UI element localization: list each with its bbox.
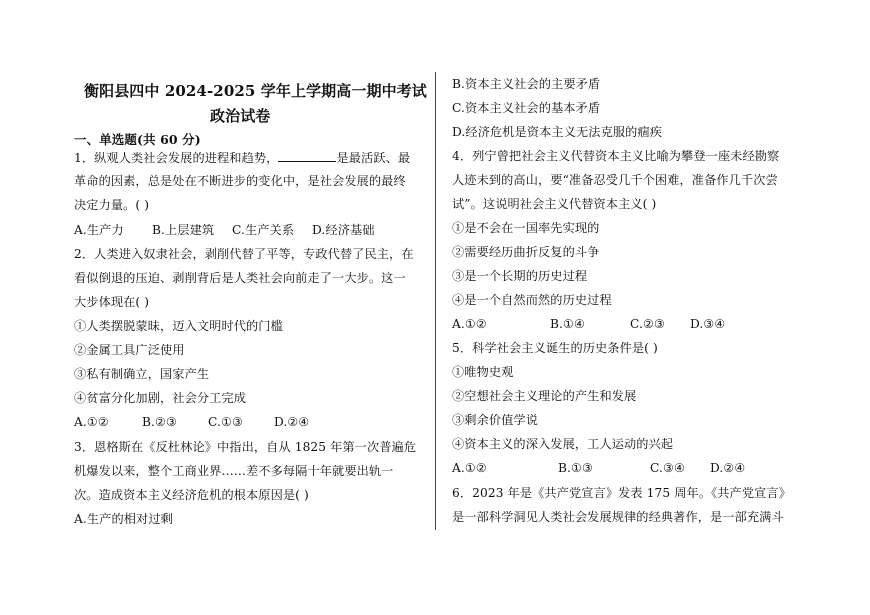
q3-line3: 次。造成资本主义经济危机的根本原因是( ) bbox=[74, 488, 309, 502]
q4-item-4: ④是一个自然而然的历史过程 bbox=[452, 293, 612, 307]
q4-line2: 人迹未到的高山，要“准备忍受几千个困难，准备作几千次尝 bbox=[452, 173, 778, 187]
q2-option-b[interactable]: B.②③ bbox=[142, 415, 178, 429]
q5-option-b[interactable]: B.①③ bbox=[558, 461, 594, 475]
q5-option-c[interactable]: C.③④ bbox=[650, 461, 686, 475]
q1-line1 bbox=[74, 150, 410, 165]
q3-option-c[interactable]: C.资本主义社会的基本矛盾 bbox=[452, 101, 601, 115]
q3-option-b[interactable]: B.资本主义社会的主要矛盾 bbox=[452, 77, 601, 91]
exam-title: 衡阳县四中 2024-2025 学年上学期高一期中考试 bbox=[84, 82, 427, 100]
section-heading: 一、单选题(共 60 分) bbox=[74, 132, 201, 147]
q2-option-d[interactable]: D.②④ bbox=[274, 415, 310, 429]
q2-option-a[interactable]: A.①② bbox=[74, 415, 109, 429]
q5-option-d[interactable]: D.②④ bbox=[710, 461, 746, 475]
q3-option-a[interactable]: A.生产的相对过剩 bbox=[74, 512, 173, 526]
q2-item-2: ②金属工具广泛使用 bbox=[74, 343, 185, 357]
q5-line1: 5．科学社会主义诞生的历史条件是( ) bbox=[452, 341, 658, 355]
q5-item-1: ①唯物史观 bbox=[452, 365, 514, 379]
q5-item-4: ④资本主义的深入发展，工人运动的兴起 bbox=[452, 437, 674, 451]
q1-option-a[interactable]: A.生产力 bbox=[74, 223, 124, 237]
q3-line2: 机爆发以来，整个工商业界……差不多每隔十年就要出轨一 bbox=[74, 464, 394, 478]
q2-option-c[interactable]: C.①③ bbox=[208, 415, 244, 429]
q2-options bbox=[74, 415, 309, 429]
q4-item-3: ③是一个长期的历史过程 bbox=[452, 269, 588, 283]
q3-option-d[interactable]: D.经济危机是资本主义无法克服的痼疾 bbox=[452, 125, 663, 139]
q2-line3: 大步体现在( ) bbox=[74, 295, 150, 309]
column-divider bbox=[435, 72, 436, 530]
q5-item-2: ②空想社会主义理论的产生和发展 bbox=[452, 389, 637, 403]
q5-option-a[interactable]: A.①② bbox=[452, 461, 487, 475]
q4-option-d[interactable]: D.③④ bbox=[690, 317, 726, 331]
q1-options bbox=[74, 223, 375, 237]
q1-line2: 革命的因素，总是处在不断进步的变化中，是社会发展的最终 bbox=[74, 174, 406, 188]
q2-item-1: ①人类摆脱蒙昧，迈入文明时代的门槛 bbox=[74, 319, 283, 333]
q4-options bbox=[452, 317, 725, 331]
q6-line2: 是一部科学洞见人类社会发展规律的经典著作，是一部充满斗 bbox=[452, 510, 784, 524]
q1-text-b: 是最活跃、最 bbox=[336, 151, 411, 165]
q5-options bbox=[452, 461, 745, 475]
q2-line2: 看似倒退的压迫、剥削背后是人类社会向前走了一大步。这一 bbox=[74, 271, 406, 285]
q1-blank bbox=[278, 150, 336, 162]
q1-option-c[interactable]: C.生产关系 bbox=[232, 223, 295, 237]
q4-option-b[interactable]: B.①④ bbox=[550, 317, 586, 331]
q4-option-c[interactable]: C.②③ bbox=[630, 317, 666, 331]
q4-line3: 试”。这说明社会主义代替资本主义( ) bbox=[452, 197, 657, 211]
q4-item-1: ①是不会在一国率先实现的 bbox=[452, 221, 600, 235]
q4-option-a[interactable]: A.①② bbox=[452, 317, 487, 331]
q3-line1: 3．恩格斯在《反杜林论》中指出，自从 1825 年第一次普遍危 bbox=[74, 440, 417, 454]
q1-option-d[interactable]: D.经济基础 bbox=[312, 223, 375, 237]
q2-item-4: ④贫富分化加剧，社会分工完成 bbox=[74, 391, 247, 405]
q4-item-2: ②需要经历曲折反复的斗争 bbox=[452, 245, 600, 259]
q1-option-b[interactable]: B.上层建筑 bbox=[152, 223, 215, 237]
q1-line3: 决定力量。( ) bbox=[74, 198, 150, 212]
q1-text-a: 1．纵观人类社会发展的进程和趋势， bbox=[74, 151, 279, 165]
q2-line1: 2．人类进入奴隶社会，剥削代替了平等，专政代替了民主，在 bbox=[74, 247, 414, 261]
q4-line1: 4．列宁曾把社会主义代替资本主义比喻为攀登一座未经勘察 bbox=[452, 149, 780, 163]
exam-subtitle: 政治试卷 bbox=[210, 107, 271, 125]
q6-line1: 6．2023 年是《共产党宣言》发表 175 周年。《共产党宣言》 bbox=[452, 486, 791, 500]
q2-item-3: ③私有制确立，国家产生 bbox=[74, 367, 210, 381]
q5-item-3: ③剩余价值学说 bbox=[452, 413, 539, 427]
